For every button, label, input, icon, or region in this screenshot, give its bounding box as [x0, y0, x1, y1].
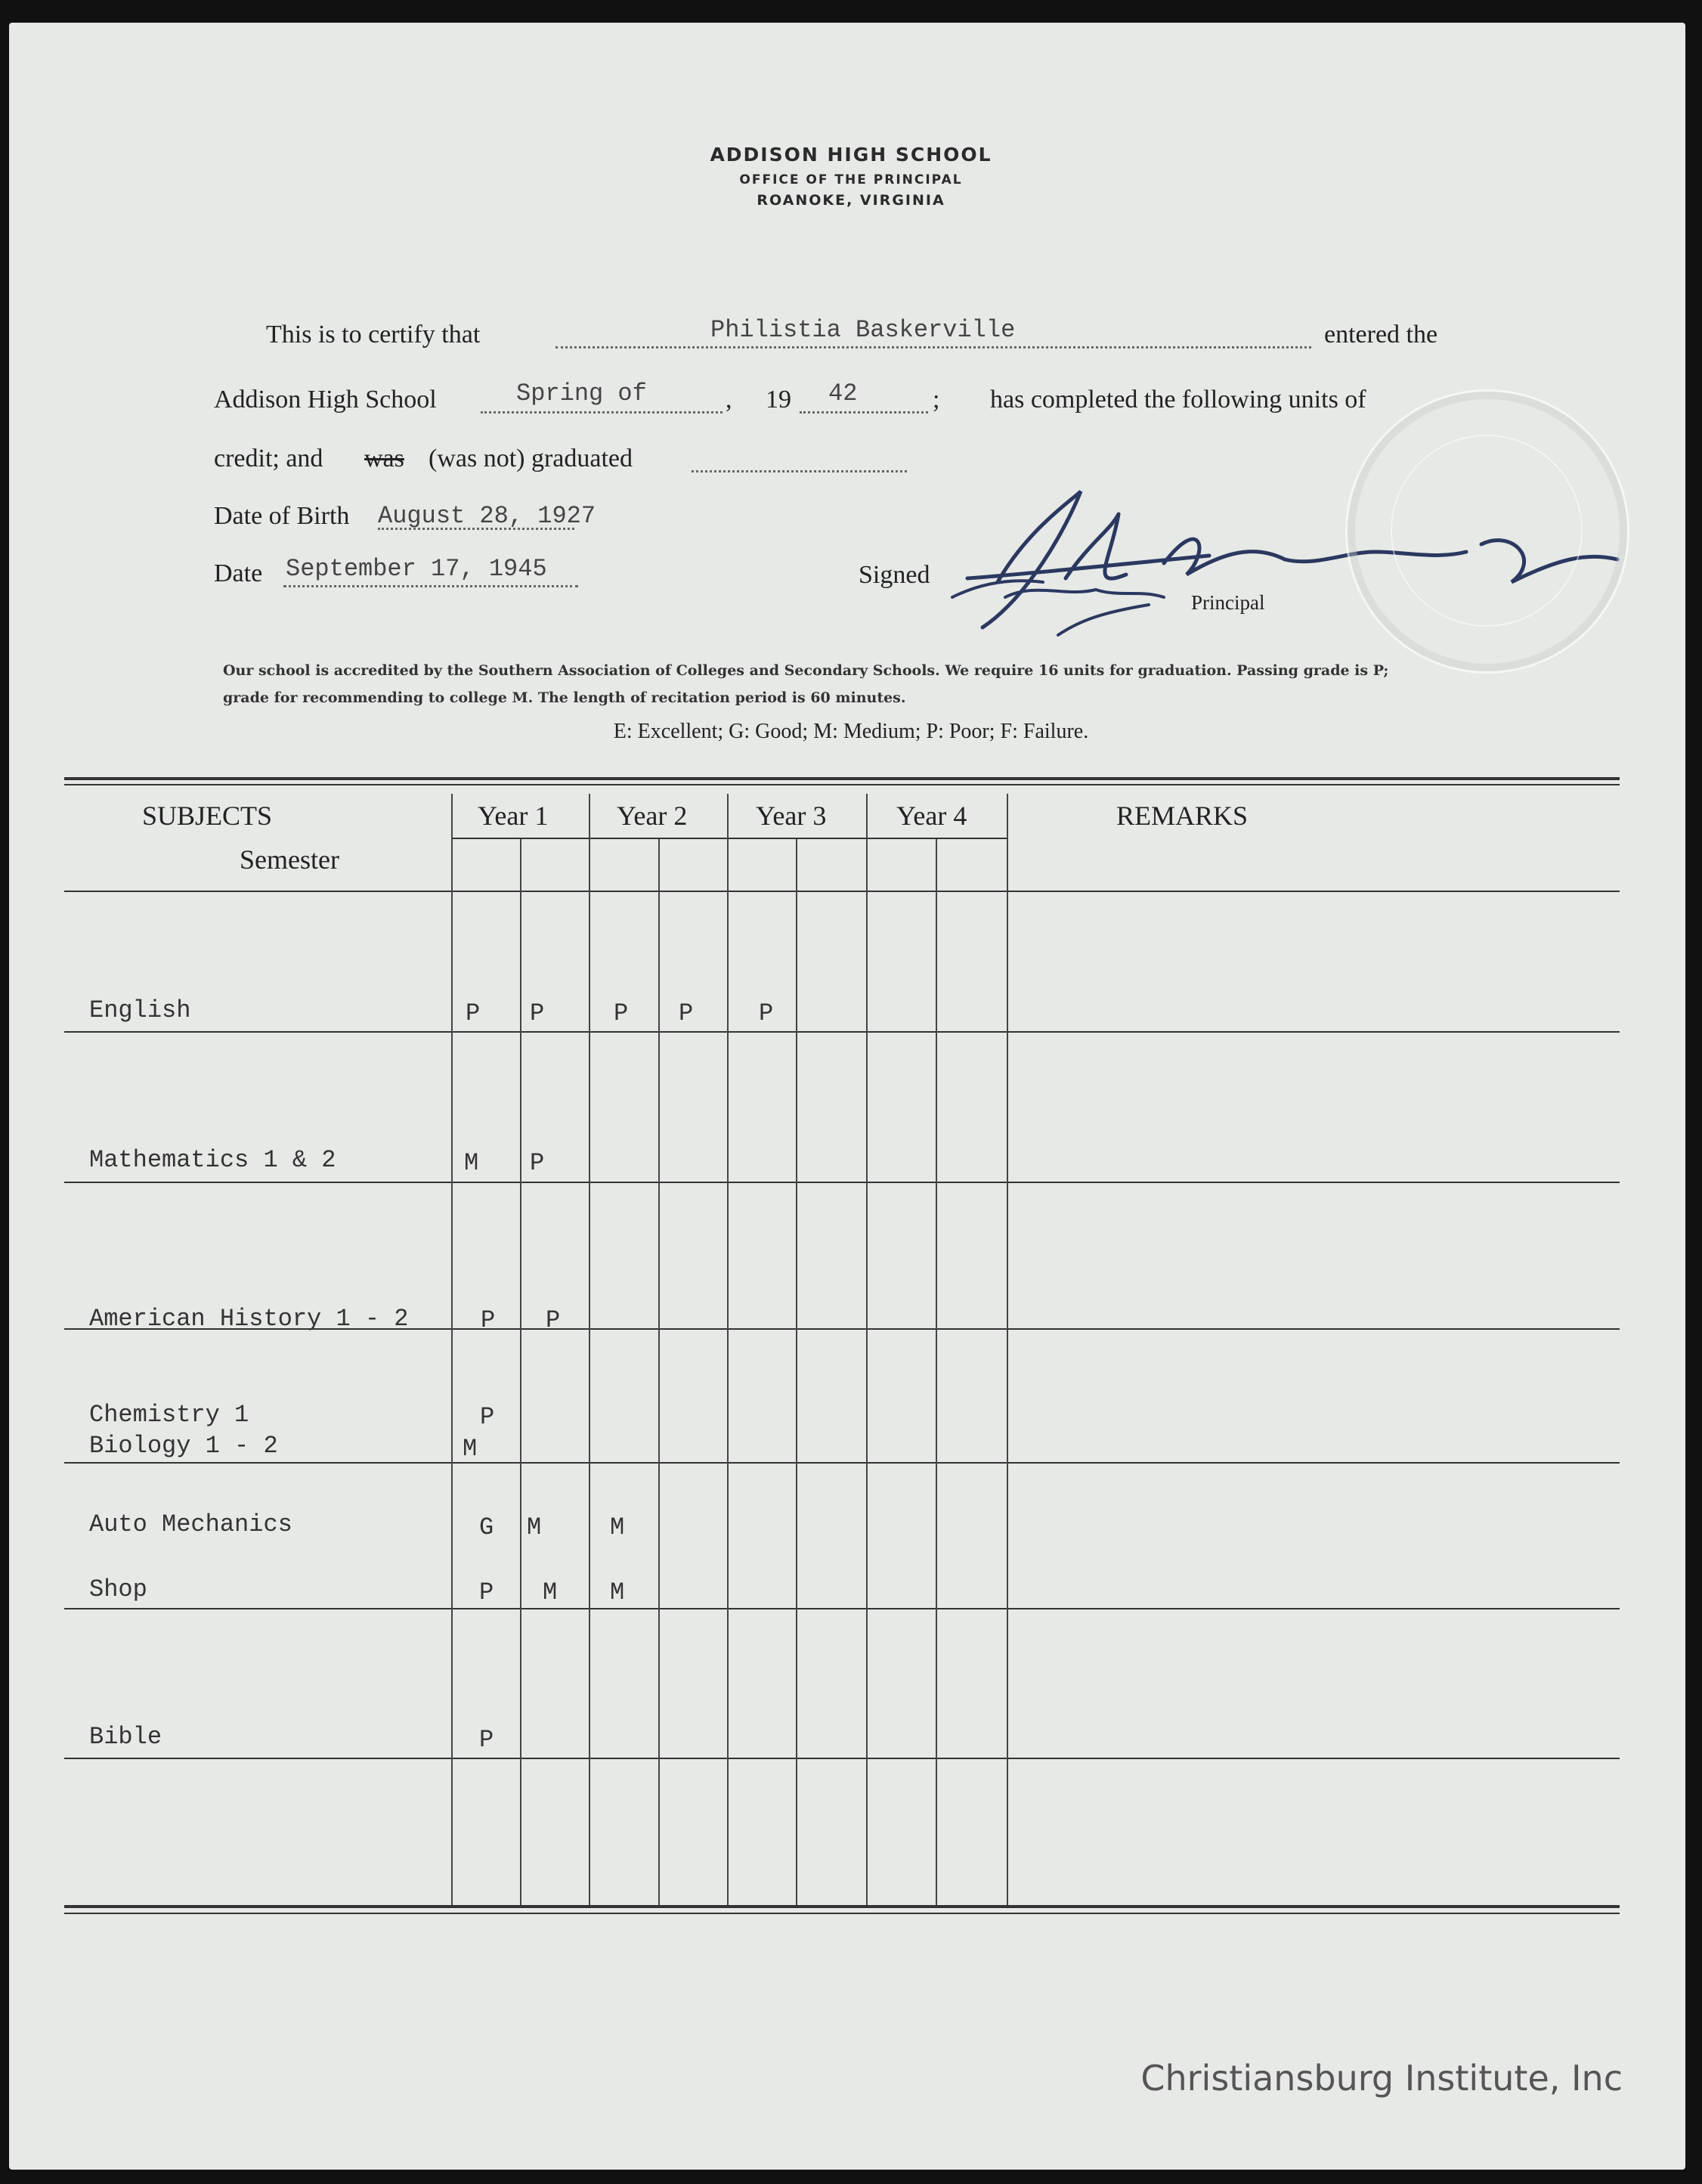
date-line [283, 585, 578, 587]
watermark-credit: Christiansburg Institute, Inc [1140, 2058, 1623, 2099]
certify-label: This is to certify that [266, 321, 481, 349]
principal-label: Principal [1191, 591, 1265, 614]
grade-shop-y1s1: P [479, 1578, 494, 1606]
row-line-english [64, 1031, 1620, 1033]
grade-english-y3s1: P [759, 999, 774, 1027]
student-name: Philistia Baskerville [710, 316, 1016, 344]
subject-american-history: American History 1 - 2 [89, 1305, 409, 1333]
grade-history-y1s1: P [481, 1306, 496, 1334]
dob-label: Date of Birth [214, 502, 350, 530]
year1-header: Year 1 [478, 801, 549, 831]
grade-english-y1s2: P [530, 999, 545, 1027]
year3-header: Year 3 [756, 801, 827, 831]
signed-label: Signed [859, 561, 930, 589]
year-line [800, 411, 928, 414]
grade-legend: E: Excellent; G: Good; M: Medium; P: Poor; F: Failure. [613, 720, 1089, 743]
graduated-label: (was not) graduated [429, 445, 633, 472]
col-line-remarks [1007, 794, 1008, 1905]
subject-chemistry: Chemistry 1 [89, 1401, 249, 1429]
year-header-line [452, 838, 1007, 839]
school-name: ADDISON HIGH SCHOOL [710, 144, 992, 166]
name-line [555, 346, 1311, 349]
grade-history-y1s2: P [546, 1306, 561, 1334]
grade-shop-y1s2: M [543, 1578, 558, 1606]
subject-auto-mechanics: Auto Mechanics [89, 1510, 292, 1538]
grade-english-y2s1: P [614, 999, 629, 1027]
accreditation-note-1: Our school is accredited by the Southern Association of Colleges and Secondary Schools. We require 16 units for graduation. Passing grade is P; [223, 662, 1389, 679]
was-struck: was [364, 445, 404, 472]
entered-year: 42 [828, 379, 858, 407]
grade-auto-y1s1: G [479, 1513, 494, 1541]
row-line-science [64, 1462, 1620, 1464]
grade-english-y1s1: P [466, 999, 481, 1027]
col-line-1 [451, 794, 453, 1905]
row-line-shop [64, 1608, 1620, 1609]
grade-biology-y1s1: M [463, 1435, 478, 1463]
subjects-header: SUBJECTS [142, 801, 273, 831]
year-prefix: 19 [766, 386, 791, 414]
row-line-bible [64, 1758, 1620, 1759]
table-top-line [64, 777, 1620, 780]
subject-bible: Bible [89, 1723, 162, 1751]
subject-shop: Shop [89, 1575, 147, 1603]
location-line: ROANOKE, VIRGINIA [757, 192, 945, 209]
row-line-math [64, 1182, 1620, 1183]
grade-math-y1s1: M [464, 1149, 479, 1177]
grade-shop-y2s1: M [610, 1578, 625, 1606]
grade-auto-y1s2: M [527, 1513, 542, 1541]
table-bottom-line [64, 1905, 1620, 1908]
grade-auto-y2s1: M [610, 1513, 625, 1541]
term-line [481, 411, 723, 414]
accreditation-note-2: grade for recommending to college M. The length of recitation period is 60 minutes. [223, 689, 906, 706]
graduated-line [692, 470, 907, 472]
subject-english: English [89, 996, 191, 1024]
grade-chemistry-y1s1: P [480, 1403, 495, 1431]
date-label: Date [214, 559, 263, 587]
embossed-seal-inner [1391, 435, 1583, 627]
comma: , [726, 386, 732, 414]
semicolon: ; [933, 386, 940, 414]
entered-term: Spring of [516, 379, 647, 407]
year2-header: Year 2 [617, 801, 688, 831]
school-label: Addison High School [214, 386, 437, 414]
subject-biology: Biology 1 - 2 [89, 1432, 278, 1460]
office-line: OFFICE OF THE PRINCIPAL [739, 172, 963, 187]
date-of-birth: August 28, 1927 [378, 502, 596, 530]
subject-mathematics: Mathematics 1 & 2 [89, 1146, 336, 1174]
grade-math-y1s2: P [530, 1149, 545, 1177]
header-bottom-line [64, 891, 1620, 892]
issue-date: September 17, 1945 [286, 555, 547, 583]
entered-label: entered the [1324, 321, 1438, 349]
grade-english-y2s2: P [679, 999, 694, 1027]
credit-label: credit; and [214, 445, 323, 472]
grade-bible-y1s1: P [479, 1726, 494, 1754]
remarks-header: REMARKS [1116, 801, 1249, 831]
completed-label: has completed the following units of [990, 386, 1366, 414]
semester-header: Semester [240, 844, 339, 875]
year4-header: Year 4 [896, 801, 967, 831]
